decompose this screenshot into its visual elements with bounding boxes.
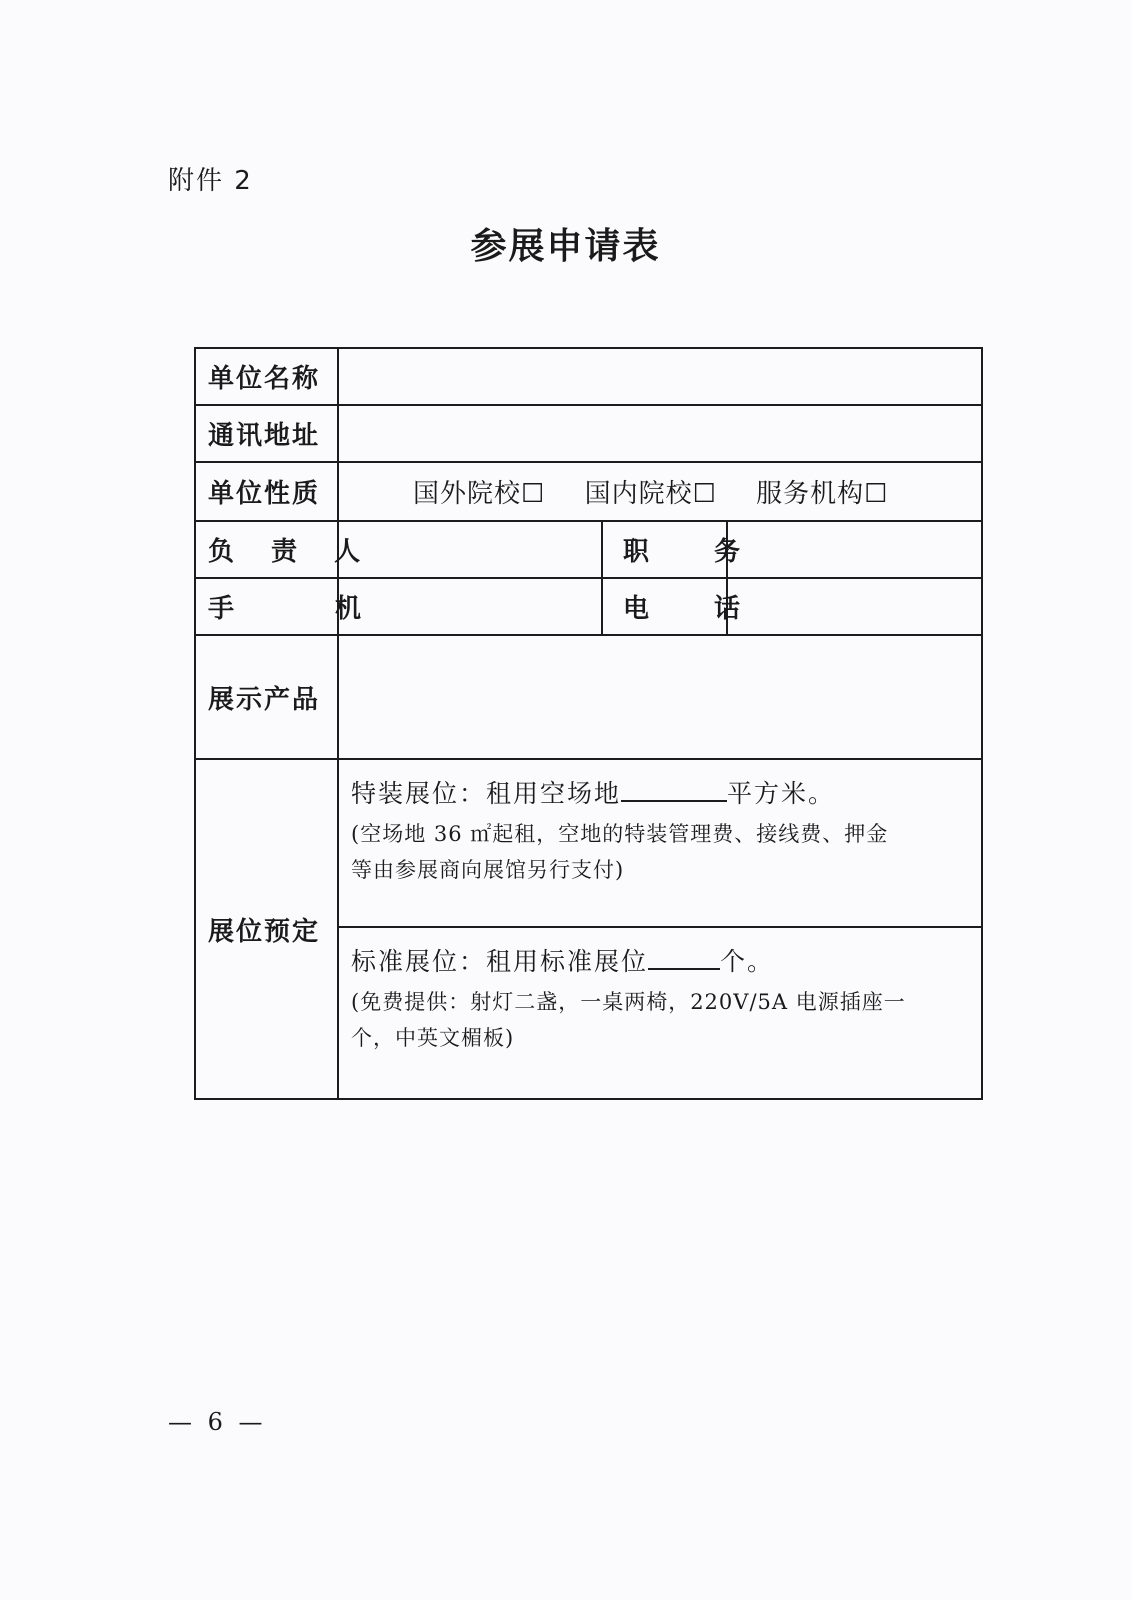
address-label: 通讯地址 xyxy=(195,405,338,462)
special-booth-note-line2: 等由参展商向展馆另行支付) xyxy=(351,858,625,882)
phone-label: 电 话 xyxy=(602,578,727,635)
special-booth-note xyxy=(351,816,971,888)
standard-booth-suffix: 个。 xyxy=(720,947,775,976)
row-org-name xyxy=(195,348,982,405)
person-field[interactable] xyxy=(338,521,602,578)
product-field[interactable] xyxy=(338,635,982,759)
product-label: 展示产品 xyxy=(195,635,338,759)
special-booth-cell xyxy=(338,759,982,927)
position-label: 职 务 xyxy=(602,521,727,578)
document-title: 参展申请表 xyxy=(470,226,661,267)
row-products xyxy=(195,635,982,759)
row-person xyxy=(195,521,982,578)
row-address xyxy=(195,405,982,462)
standard-booth-note-line2: 个，中英文楣板) xyxy=(351,1026,515,1050)
row-mobile xyxy=(195,578,982,635)
special-booth-note-line1: (空场地 36 ㎡起租，空地的特装管理费、接线费、押金 xyxy=(351,822,889,846)
special-booth-suffix: 平方米。 xyxy=(727,779,836,808)
page-number: — 6 — xyxy=(168,1408,267,1436)
row-special-booth xyxy=(195,759,982,927)
row-nature xyxy=(195,462,982,521)
standard-booth-cell xyxy=(338,927,982,1099)
person-label: 负 责 人 xyxy=(195,521,338,578)
special-booth-line xyxy=(351,774,971,810)
org-name-field[interactable] xyxy=(338,348,982,405)
standard-booth-note-line1: (免费提供：射灯二盏，一桌两椅，220V/5A 电源插座一 xyxy=(351,990,906,1014)
standard-booth-count-blank[interactable] xyxy=(648,946,720,970)
mobile-label: 手 机 xyxy=(195,578,338,635)
standard-booth-note xyxy=(351,984,971,1056)
standard-booth-prefix: 标准展位：租用标准展位 xyxy=(351,947,649,976)
booth-label: 展位预定 xyxy=(195,759,338,1099)
option-service-agency[interactable]: 服务机构☐ xyxy=(756,479,889,509)
application-form-table xyxy=(194,347,983,1100)
special-booth-area-blank[interactable] xyxy=(621,778,727,802)
org-name-label: 单位名称 xyxy=(195,348,338,405)
special-booth-prefix: 特装展位：租用空场地 xyxy=(351,779,622,808)
address-field[interactable] xyxy=(338,405,982,462)
nature-options xyxy=(338,462,982,521)
option-domestic-school[interactable]: 国内院校☐ xyxy=(584,479,717,509)
attachment-label: 附件 2 xyxy=(168,166,253,196)
nature-label: 单位性质 xyxy=(195,462,338,521)
standard-booth-line xyxy=(351,942,971,978)
option-foreign-school[interactable]: 国外院校☐ xyxy=(413,479,546,509)
